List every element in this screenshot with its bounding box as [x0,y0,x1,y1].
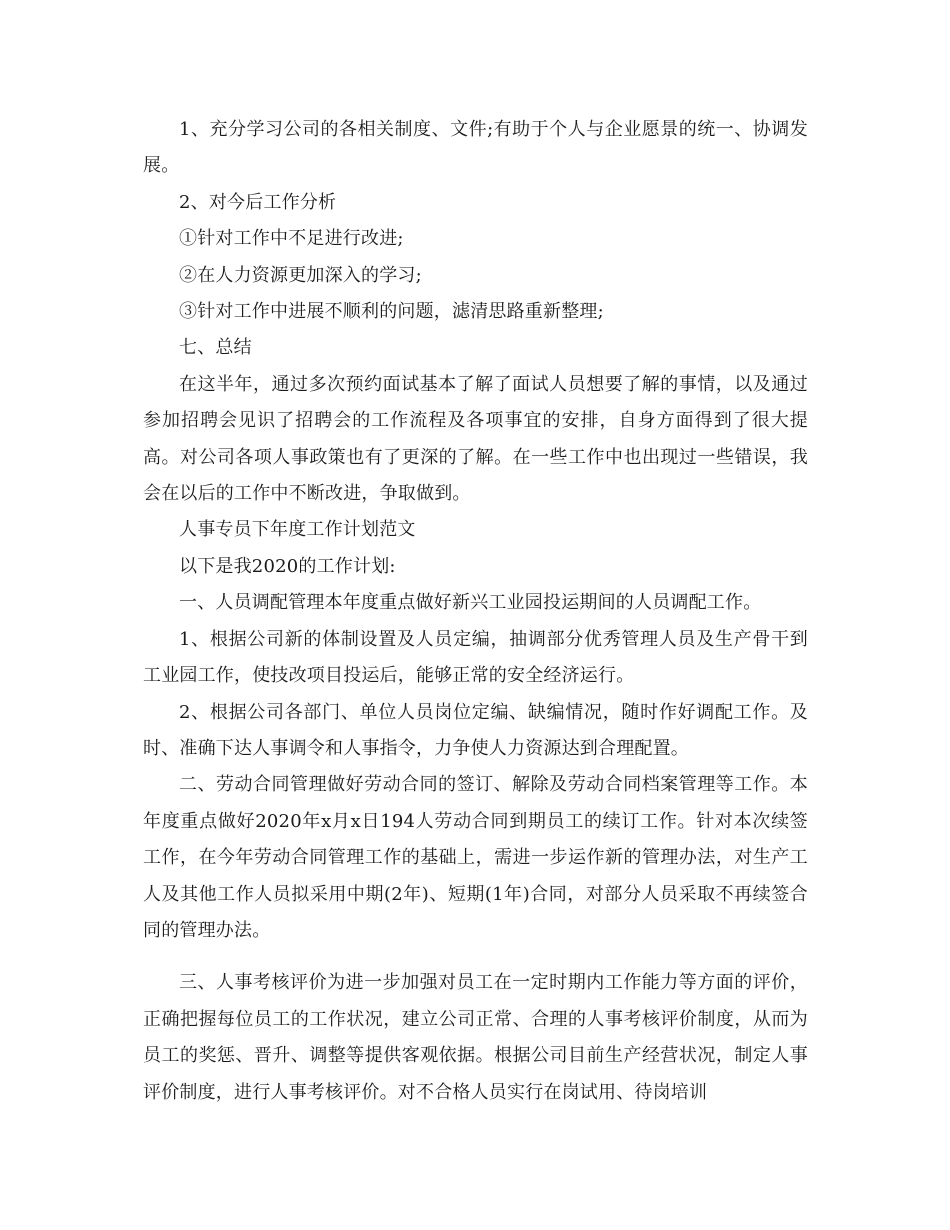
paragraph-personnel-evaluation: 三、人事考核评价为进一步加强对员工在一定时期内工作能力等方面的评价，正确把握每位员工的工作状况，建立公司正常、合理的人事考核评价制度，从而为员工的奖惩、晋升、调整等提供客观依据。根据公司目前生产经营状况，制定人事评价制度，进行人事考核评价。对不合格人员实行在岗试用、待岗培训 [143,972,808,1103]
paragraph-future-analysis: 2、对今后工作分析 [179,191,337,213]
paragraph-allocation-point-1: 1、根据公司新的体制设置及人员定编，抽调部分优秀管理人员及生产骨干到工业园工作，使技改项目投运后，能够正常的安全经济运行。 [143,628,808,687]
document-body [143,112,808,1111]
section-heading-summary: 七、总结 [179,337,252,359]
paragraph-hr-learning: ②在人力资源更加深入的学习; [179,264,422,286]
paragraph-study-policies: 1、充分学习公司的各相关制度、文件;有助于个人与企业愿景的统一、协调发展。 [143,119,808,177]
paragraph-allocation-point-2: 2、根据公司各部门、单位人员岗位定编、缺编情况，随时作好调配工作。及时、准确下达人事调令和人事指令，力争使人力资源达到合理配置。 [143,701,808,759]
paragraph-improve-shortcomings: ①针对工作中不足进行改进; [179,228,404,250]
paragraph-plan-intro: 以下是我2020的工作计划: [179,555,396,577]
paragraph-staff-allocation: 一、人员调配管理本年度重点做好新兴工业园投运期间的人员调配工作。 [179,592,762,614]
paragraph-half-year-summary: 在这半年，通过多次预约面试基本了解了面试人员想要了解的事情，以及通过参加招聘会见识了招聘会的工作流程及各项事宜的安排，自身方面得到了很大提高。对公司各项人事政策也有了更深的了解。在一些工作中也出现过一些错误，我会在以后的工作中不断改进，争取做到。 [143,373,808,505]
paragraph-labor-contract: 二、劳动合同管理做好劳动合同的签订、解除及劳动合同档案管理等工作。本年度重点做好2020年x月x日194人劳动合同到期员工的续订工作。针对本次续签工作，在今年劳动合同管理工作的基础上，需进一步运作新的管理办法，对生产工人及其他工作人员拟采用中期(2年)、短期(1年)合同，对部分人员采取不再续签合同的管理办法。 [143,774,808,941]
section-title-work-plan: 人事专员下年度工作计划范文 [179,519,416,541]
paragraph-gap [143,949,808,965]
paragraph-reorganize-thinking: ③针对工作中进展不顺利的问题，滤清思路重新整理; [179,301,604,323]
